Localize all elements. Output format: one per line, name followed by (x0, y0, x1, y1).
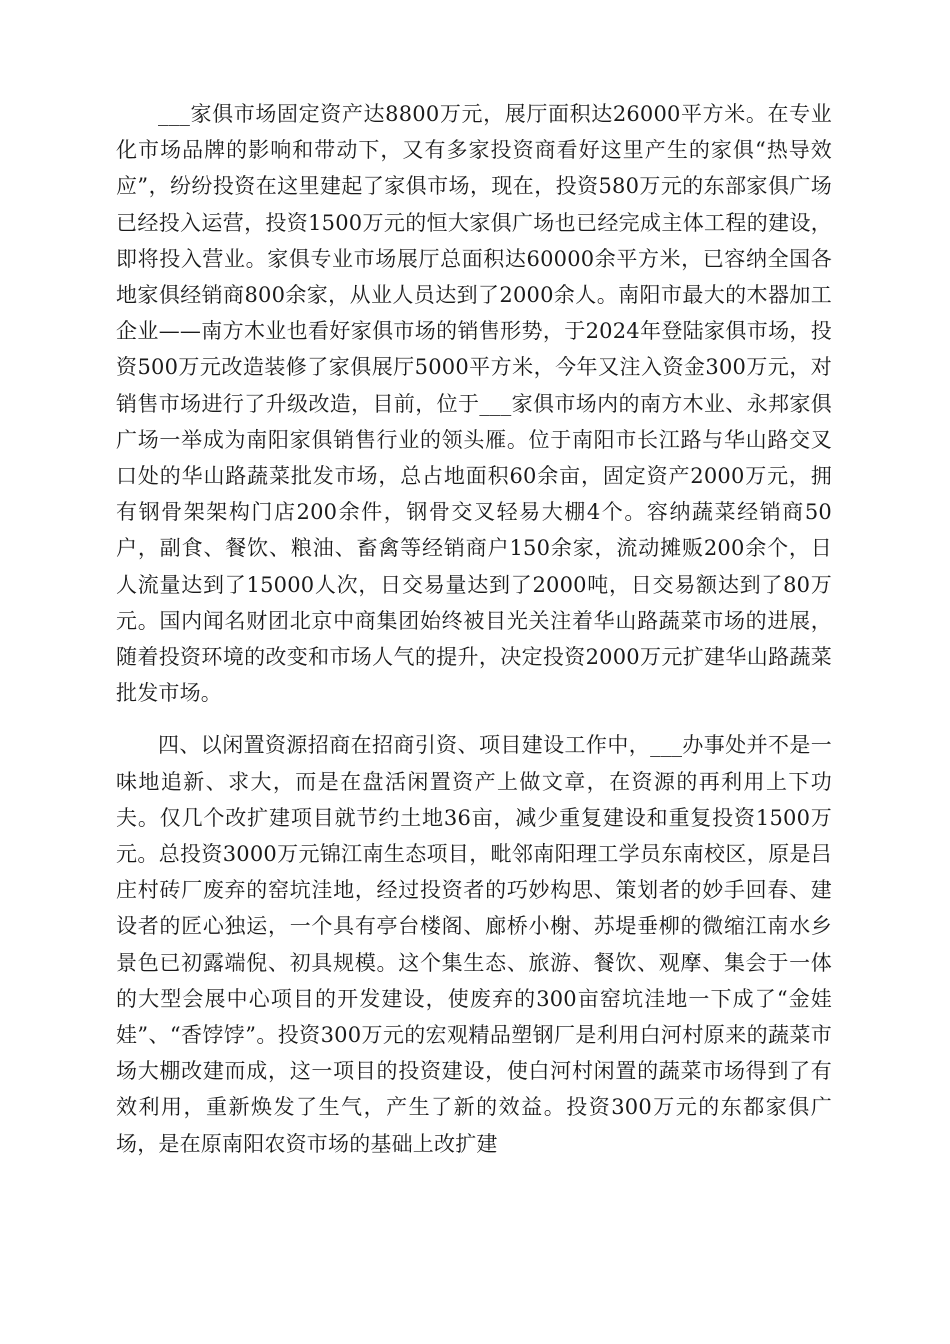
paragraph-furniture-market: ___家俱市场固定资产达8800万元，展厅面积达26000平方米。在专业化市场品牌的影响和带动下，又有多家投资商看好这里产生的家俱“热导效应”，纷纷投资在这里建起了家俱市场，现在，投资580万元的东部家俱广场已经投入运营，投资1500万元的恒大家俱广场也已经完成主体工程的建设，即将投入营业。家俱专业市场展厅总面积达60000余平方米，已容纳全国各地家俱经销商800余家，从业人员达到了2000余人。南阳市最大的木器加工企业——南方木业也看好家俱市场的销售形势，于2024年登陆家俱市场，投资500万元改造装修了家俱展厅5000平方米，今年又注入资金300万元，对销售市场进行了升级改造，目前，位于___家俱市场内的南方木业、永邦家俱广场一举成为南阳家俱销售行业的领头雁。位于南阳市长江路与华山路交叉口处的华山路蔬菜批发市场，总占地面积60余亩，固定资产2000万元，拥有钢骨架架构门店200余件，钢骨交叉轻易大棚4个。容纳蔬菜经销商50户，副食、餐饮、粮油、畜禽等经销商户150余家，流动摊贩200余个，日人流量达到了15000人次，日交易量达到了2000吨，日交易额达到了80万元。国内闻名财团北京中商集团始终被目光关注着华山路蔬菜市场的进展，随着投资环境的改变和市场人气的提升，决定投资2000万元扩建华山路蔬菜批发市场。 (116, 102, 832, 706)
document-body (116, 96, 832, 1162)
paragraph-idle-resources: 四、以闲置资源招商在招商引资、项目建设工作中，___办事处并不是一味地追新、求大，而是在盘活闲置资产上做文章，在资源的再利用上下功夫。仅几个改扩建项目就节约土地36亩，减少重复建设和重复投资1500万元。总投资3000万元锦江南生态项目，毗邻南阳理工学员东南校区，原是吕庄村砖厂废弃的窑坑洼地，经过投资者的巧妙构思、策划者的妙手回春、建设者的匠心独运，一个具有亭台楼阁、廊桥小榭、苏堤垂柳的微缩江南水乡景色已初露端倪、初具规模。这个集生态、旅游、餐饮、观摩、集会于一体的大型会展中心项目的开发建设，使废弃的300亩窑坑洼地一下成了“金娃娃”、“香饽饽”。投资300万元的宏观精品塑钢厂是利用白河村原来的蔬菜市场大棚改建而成，这一项目的投资建设，使白河村闲置的蔬菜市场得到了有效利用，重新焕发了生气，产生了新的效益。投资300万元的东都家俱广场，是在原南阳农资市场的基础上改扩建 (116, 733, 832, 1156)
